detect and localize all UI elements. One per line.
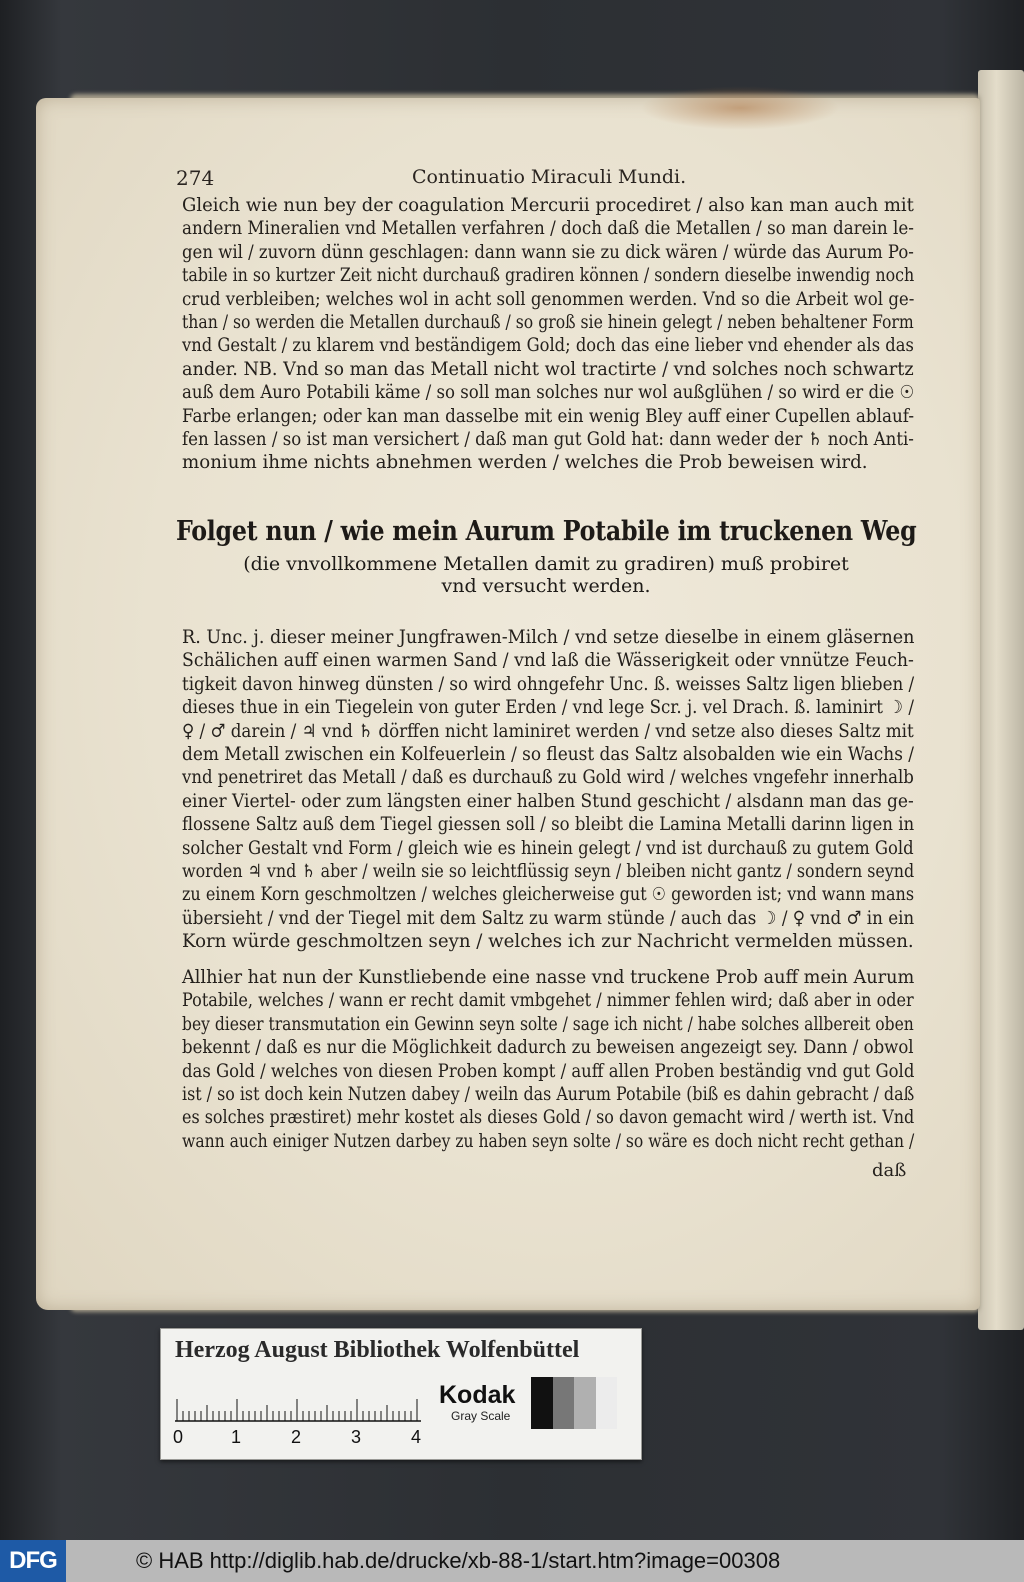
text-line: monium ihme nichts abnehmen werden / welches die Prob beweisen wird. [182, 452, 868, 474]
text-line: gen wil / zuvorn dünn geschlagen: dann wann sie zu dick wären / würde das Aurum Po- [182, 241, 914, 263]
page-header [176, 166, 916, 194]
paragraph-recipe [182, 626, 914, 954]
text-line: bey dieser transmutation ein Gewinn seyn solte / sage ich nicht / habe solches allbereit oben [182, 1013, 914, 1035]
next-page-edge [978, 70, 1024, 1330]
section-heading [176, 516, 916, 597]
ruler-number: 3 [351, 1427, 362, 1447]
ruler-numbers [175, 1427, 435, 1449]
text-line: das Gold / welches von diesen Proben kompt / auff allen Proben beständig vnd gut Gold [182, 1060, 915, 1082]
ruler-number: 2 [291, 1427, 302, 1447]
text-line: than / so werden die Metallen durchauß / so groß sie hinein gelegt / neben behaltener Form [182, 312, 914, 334]
text-line: vnd Gestalt / zu klarem vnd beständigem Gold; doch das eine lieber vnd ehender als das [182, 335, 914, 357]
text-line: worden ♃ vnd ♄ aber / weiln sie so leichtflüssig seyn / bleiben nicht gantz / sondern seynd [182, 861, 915, 883]
text-line: vnd penetriret das Metall / daß es durchauß zu Gold wird / welches vngefehr innerhalb [182, 767, 914, 789]
library-name: Herzog August Bibliothek Wolfenbüttel [175, 1337, 580, 1363]
heading-line-3: vnd versucht werden. [441, 575, 651, 597]
text-line: solcher Gestalt vnd Form / gleich wie es hinein gelegt / vnd ist durchauß zu gutem Gold [182, 837, 914, 859]
gray-patch [531, 1377, 553, 1429]
gray-patch [574, 1377, 596, 1429]
running-title: Continuatio Miraculi Mundi. [412, 166, 687, 188]
gray-patch [596, 1377, 618, 1429]
library-color-strip [160, 1328, 642, 1460]
text-line: wann auch einiger Nutzen darbey zu haben seyn solte / so wäre es doch nicht recht gethan / [182, 1130, 915, 1152]
text-line: auß dem Auro Potabili käme / so soll man solches nur wol außglühen / so wird er die ☉ [182, 382, 915, 404]
text-line: fen lassen / so ist man versichert / daß man gut Gold hat: dann weder der ♄ noch Anti- [182, 429, 914, 451]
text-line: es solches præstiret) mehr kostet als dieses Gold / so davon gemacht wird / werth ist. Vnd [182, 1107, 915, 1129]
text-line: ♀ / ♂ darein / ♃ vnd ♄ dörffen nicht laminiret werden / vnd setze also dieses Saltz mit [182, 720, 914, 742]
text-line: flossene Saltz auß dem Tiegel giessen soll / so bleibt die Lamina Metalli darinn ligen in [182, 814, 915, 836]
ruler-number: 1 [231, 1427, 242, 1447]
text-line: Korn würde geschmoltzen seyn / welches ich zur Nachricht vermelden müssen. [182, 931, 914, 953]
kodak-logo: Kodak [439, 1381, 516, 1409]
text-line: zu einem Korn geschmoltzen / welches gleicherweise gut ☉ geworden ist; vnd wann mans [182, 884, 915, 906]
paper-stain [640, 86, 840, 130]
text-line: Allhier hat nun der Kunstliebende eine nasse vnd truckene Prob auff mein Aurum [182, 967, 915, 988]
text-line: dieses thue in ein Tiegelein von guter Erden / vnd lege Scr. j. vel Drach. ß. laminirt ☽ / [182, 697, 914, 719]
text-line: tigkeit davon hinweg dünsten / so wird ohngefehr Unc. ß. weisses Saltz ligen blieben / [182, 673, 915, 695]
text-line: übersieht / vnd der Tiegel mit dem Saltz zu warm stünde / auch das ☽ / ♀ vnd ♂ in ein [182, 907, 915, 929]
text-line: bekennt / daß es nur die Möglichkeit dadurch zu beweisen angezeigt sey. Dann / obwol [182, 1037, 914, 1059]
catchword: daß [872, 1160, 907, 1181]
page-number: 274 [176, 166, 215, 190]
ruler-number: 0 [173, 1427, 184, 1447]
text-line: crud verbleiben; welches wol in acht soll genommen werden. Vnd so die Arbeit wol ge- [182, 288, 915, 310]
gray-scale-patches [531, 1377, 617, 1429]
heading-line-2: (die vnvollkommene Metallen damit zu gradiren) muß probiret [243, 553, 849, 575]
text-line: Potabile, welches / wann er recht damit vmbgehet / nimmer fehlen wird; daß aber in oder [182, 990, 914, 1012]
kodak-subtitle: Gray Scale [451, 1409, 511, 1423]
text-line: andern Mineralien vnd Metallen verfahren / doch daß die Metallen / so man darein le- [182, 218, 914, 240]
ruler-icon [175, 1385, 425, 1425]
text-line: ist / so ist doch kein Nutzen dabey / weiln das Aurum Potabile (biß es dahin gebracht / daß [182, 1084, 915, 1106]
heading-line-1: Folget nun / wie mein Aurum Potabile im truckenen Weg [176, 516, 917, 547]
footer-bar [0, 1540, 1024, 1582]
text-line: tabile in so kurtzer Zeit nicht durchauß gradiren können / sondern dieselbe inwendig noch [182, 265, 915, 287]
text-line: R. Unc. j. dieser meiner Jungfrawen-Milch / vnd setze dieselbe in einem gläsernen [182, 627, 915, 648]
gray-patch [553, 1377, 575, 1429]
paragraph-conclusion [182, 966, 914, 1153]
text-line: dem Metall zwischen ein Kolfeuerlein / so fleust das Saltz alsobalden wie ein Wachs / [182, 744, 914, 766]
dfg-logo: DFG [0, 1540, 66, 1582]
footer-credit-link[interactable]: © HAB http://diglib.hab.de/drucke/xb-88-1/start.htm?image=00308 [136, 1548, 781, 1573]
text-line: einer Viertel- oder zum längsten einer halben Stund geschicht / alsdann man das ge- [182, 790, 914, 812]
paragraph-coagulation [182, 194, 914, 475]
text-line: Gleich wie nun bey der coagulation Mercurii procediret / also kan man auch mit [182, 195, 914, 216]
text-line: Schälichen auff einen warmen Sand / vnd laß die Wässerigkeit oder vnnütze Feuch- [182, 650, 914, 672]
text-line: Farbe erlangen; oder kan man dasselbe mit ein wenig Bley auff einer Cupellen ablauf- [182, 405, 914, 427]
text-line: ander. NB. Vnd so man das Metall nicht wol tractirte / vnd solches noch schwartz [182, 358, 914, 380]
ruler-number: 4 [411, 1427, 422, 1447]
